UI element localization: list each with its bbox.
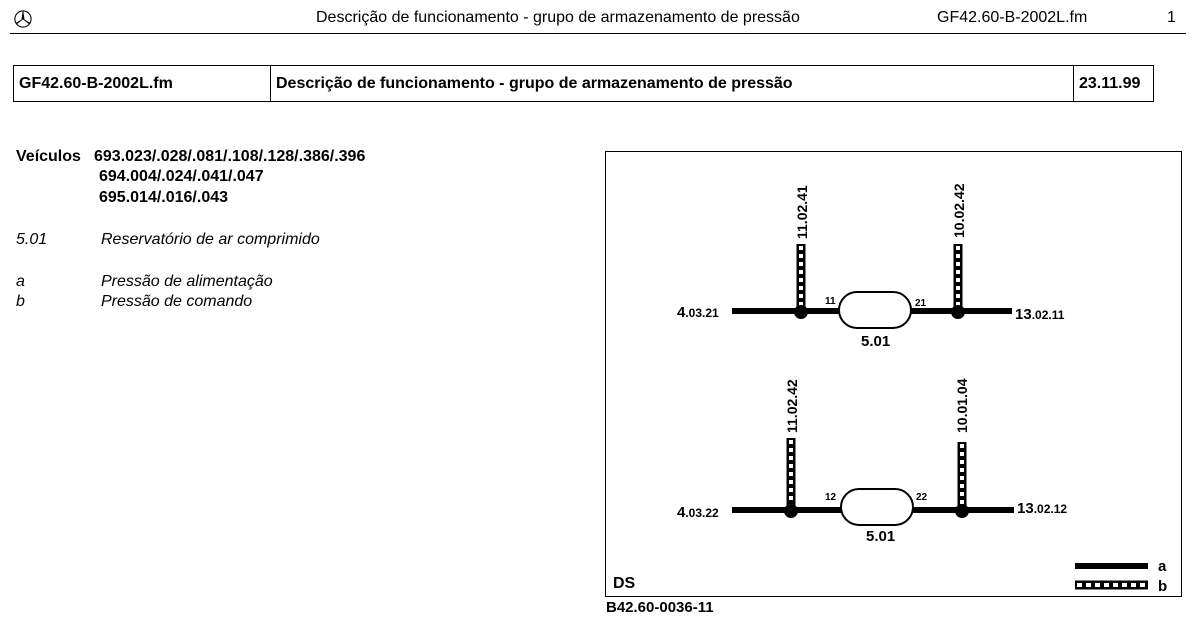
legend-key: b — [16, 293, 25, 310]
legend-text: Pressão de alimentação — [101, 273, 273, 290]
connection-label: 4.03.22 — [677, 504, 719, 521]
title-table — [13, 65, 1154, 102]
component-label: 5.01 — [866, 528, 896, 545]
connection-label: 4.03.21 — [677, 304, 719, 321]
branch-label: 11.02.42 — [784, 379, 800, 433]
legend-key: a — [16, 273, 25, 290]
header-rule — [10, 33, 1186, 34]
pneumatic-diagram — [605, 151, 1182, 597]
vehicle-line: 694.004/.024/.041/.047 — [99, 168, 264, 185]
bottom-circuit — [677, 378, 1067, 545]
vehicles-label: Veículos — [16, 148, 81, 165]
top-circuit — [677, 183, 1065, 350]
branch-label: 10.02.42 — [951, 183, 967, 238]
legend-text: Reservatório de ar comprimido — [101, 231, 320, 248]
junction-dot — [955, 504, 969, 518]
key-label-a: a — [1158, 558, 1167, 575]
connection-label: 13.02.11 — [1015, 306, 1065, 323]
port-label: 12 — [825, 492, 837, 503]
vehicle-line: 695.014/.016/.043 — [99, 189, 229, 206]
document-date: 23.11.99 — [1074, 66, 1154, 102]
legend-key: 5.01 — [16, 231, 48, 248]
junction-dot — [784, 504, 798, 518]
air-reservoir — [841, 489, 913, 525]
title-row — [14, 66, 1154, 102]
line-key — [1075, 558, 1167, 595]
branch-label: 11.02.41 — [794, 185, 810, 239]
legend-text: Pressão de comando — [101, 293, 253, 310]
port-label: 22 — [916, 492, 928, 503]
key-label-b: b — [1158, 578, 1168, 595]
branch-label: 10.01.04 — [954, 378, 970, 433]
connection-label: 13.02.12 — [1017, 500, 1068, 517]
port-label: 21 — [915, 298, 927, 309]
port-label: 11 — [825, 296, 836, 307]
mercedes-star-icon — [14, 10, 32, 28]
vehicle-line: 693.023/.028/.081/.108/.128/.386/.396 — [94, 148, 366, 165]
air-reservoir — [839, 292, 911, 328]
page-number: 1 — [1167, 9, 1176, 26]
junction-dot — [794, 305, 808, 319]
vehicles-block — [16, 148, 81, 166]
document-title: Descrição de funcionamento - grupo de armazenamento de pressão — [271, 66, 1074, 102]
corner-label: DS — [613, 575, 636, 592]
component-label: 5.01 — [861, 333, 891, 350]
document-file: GF42.60-B-2002L.fm — [14, 66, 271, 102]
junction-dot — [951, 305, 965, 319]
figure-caption: B42.60-0036-11 — [606, 599, 714, 616]
running-header-file: GF42.60-B-2002L.fm — [937, 9, 1088, 26]
running-header-title: Descrição de funcionamento - grupo de armazenamento de pressão — [316, 9, 800, 26]
